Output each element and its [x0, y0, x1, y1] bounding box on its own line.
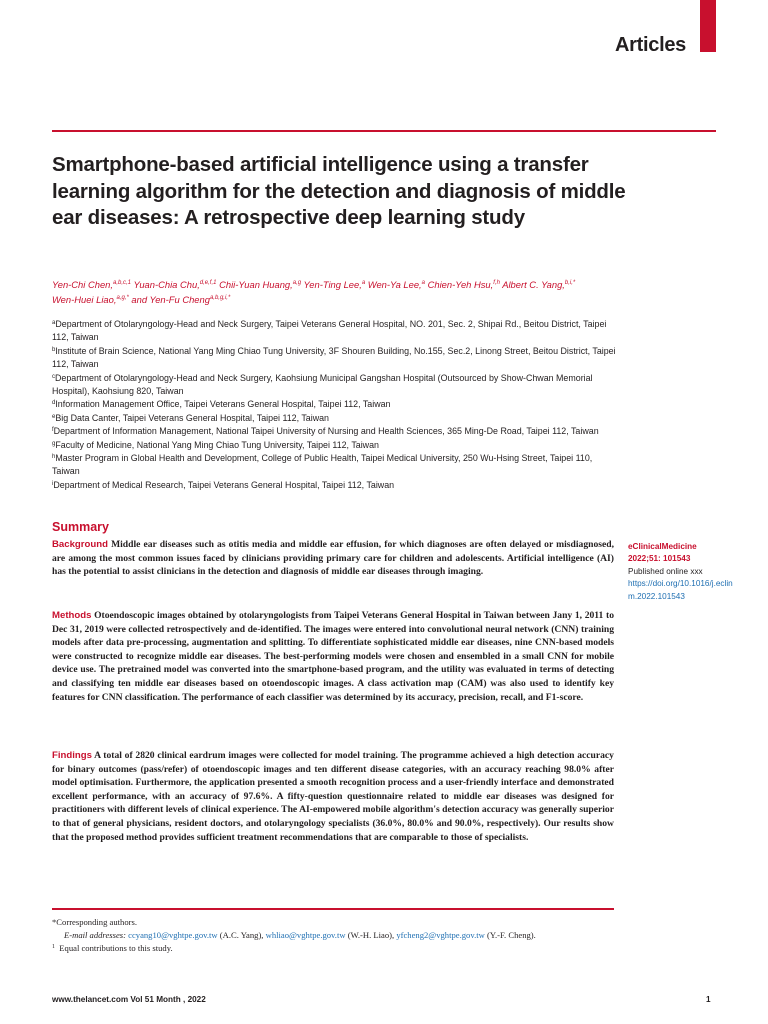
author-affil: a,b,g,i,*: [209, 295, 231, 301]
equal-marker: 1: [52, 944, 55, 950]
journal-footer: www.thelancet.com Vol 51 Month , 2022: [52, 995, 206, 1004]
author[interactable]: Wen-Ya Lee,: [367, 279, 422, 290]
affiliation-item: [52, 318, 620, 345]
email-link-yang[interactable]: ccyang10@vghtpe.gov.tw: [128, 930, 218, 940]
summary-heading: Summary: [52, 520, 109, 534]
footnotes: [52, 916, 652, 955]
author-affil: f,h: [493, 280, 500, 286]
methods-paragraph: [52, 609, 614, 704]
author-list: [52, 277, 642, 307]
author[interactable]: Chien-Yeh Hsu,: [427, 279, 494, 290]
author-affil: a,b,c,1: [112, 280, 131, 286]
affiliation-text: Department of Medical Research, Taipei Veterans General Hospital, Taipei 112, Taiwan: [53, 479, 395, 490]
email-owner: (A.C. Yang),: [219, 930, 264, 940]
affiliation-item: [52, 439, 620, 452]
background-text: Middle ear diseases such as otitis media and middle ear effusion, for which diagnoses are often delayed or misdiagnosed, are among the most common issues faced by clinicians providing primary care for children and adolescents. Artificial intelligence (AI) has the potential to assist clinicians in the detection and diagnosis of middle ear diseases through imaging.: [52, 539, 614, 578]
affiliation-marker: e: [52, 413, 56, 420]
affiliation-text: Institute of Brain Science, National Yang Ming Chiao Tung University, 3F Shouren Building, No.155, Sec.2, Linong Street, Beitou District, Taipei 112, Taiwan: [52, 345, 616, 370]
email-owner: (Y.-F. Cheng).: [487, 930, 536, 940]
author[interactable]: Albert C. Yang,: [502, 279, 565, 290]
author-affil: a: [361, 280, 366, 286]
affiliation-text: Information Management Office, Taipei Veterans General Hospital, Taipei 112, Taiwan: [55, 399, 391, 410]
article-title: Smartphone-based artificial intelligence using a transfer learning algorithm for the detection and diagnosis of middle ear diseases: A retrospective deep learning study: [52, 153, 626, 229]
email-label: E-mail addresses:: [64, 930, 126, 940]
journal-volume: 2022;51: 101543: [628, 554, 691, 564]
affiliation-text: Department of Otolaryngology-Head and Neck Surgery, Taipei Veterans General Hospital, NO. 201, Sec. 2, Shipai Rd., Beitou District, Taipei 112, Taiwan: [52, 319, 607, 343]
corresponding-note: *Corresponding authors.: [52, 917, 137, 927]
affiliation-text: Department of Otolaryngology-Head and Neck Surgery, Kaohsiung Municipal Gangshan Hospital (Outsourced by Show-Chwan Memorial Hospital), Kaohsiung 820, Taiwan: [52, 372, 593, 397]
email-link-cheng[interactable]: yfcheng2@vghtpe.gov.tw: [396, 930, 485, 940]
email-line: [52, 929, 652, 942]
author-affil: a,g,*: [116, 295, 129, 301]
author[interactable]: and Yen-Fu Cheng: [131, 294, 210, 305]
findings-text: A total of 2820 clinical eardrum images were collected for model training. The programme achieved a high detection accuracy for binary outcomes (pass/refer) of otoendoscopic images and ten different disease categories, with an accuracy reaching 98.0% after model optimisation. Furthermore, the application presented a smooth recognition process and a user-friendly interface and demonstrated excellent performance, with an accuracy of 97.6%. A fifty-question questionnaire related to middle ear diseases was designed for practitioners with different levels of clinical experience. The AI-empowered mobile algorithm's detection accuracy was generally superior to that of general physicians, resident doctors, and otolaryngology specialists (36.0%, 80.0% and 90.0%, respectively). Our results show that the proposed method provides sufficient treatment recommendations that are comparable to those of specialists.: [52, 750, 614, 843]
doi-link[interactable]: https://doi.org/10.1016/j.eclinm.2022.101543: [628, 579, 733, 601]
author-affil: a: [421, 280, 425, 286]
author[interactable]: Chii-Yuan Huang,: [219, 279, 293, 290]
page-number: 1: [706, 995, 711, 1004]
affiliation-item: [52, 425, 620, 438]
affiliation-marker: h: [52, 454, 56, 461]
affiliation-marker: d: [52, 400, 56, 407]
author-affil: a,g: [292, 280, 302, 286]
affiliation-text: Big Data Canter, Taipei Veterans General Hospital, Taipei 112, Taiwan: [55, 412, 329, 423]
journal-name: eClinicalMedicine: [628, 542, 697, 551]
affiliation-text: Department of Information Management, National Taipei University of Nursing and Health Sciences, 365 Ming-De Road, Taipei 112, Taiwan: [53, 426, 599, 437]
affiliation-marker: a: [52, 320, 56, 326]
affiliation-item: [52, 398, 620, 411]
methods-label: Methods: [52, 610, 92, 621]
affiliation-marker: c: [52, 373, 55, 380]
top-divider: [52, 130, 716, 132]
affiliation-marker: g: [52, 440, 56, 447]
published-date: Published online xxx: [628, 566, 703, 576]
author-affil: b,i,*: [564, 280, 576, 286]
equal-text: Equal contributions to this study.: [59, 943, 173, 953]
methods-text: Otoendoscopic images obtained by otolaryngologists from Taipei Veterans General Hospital in Taiwan between Jany 1, 2011 to Dec 31, 2019 were collected retrospectively and de-identified. The images were entered into convolutional neural network (CNN) training models after data pre-processing, augmentation and splitting. To differentiate sophisticated middle ear diseases, nine CNN-based models were constructed to recognize middle ear diseases. The best-performing models were chosen and ensembled in a small CNN for mobile device use. The pretrained model was converted into the smartphone-based program, and the utility was evaluated in terms of detecting and classifying ten middle ear diseases based on otoendoscopic images. A class activation map (CAM) was also used to identify key features for CNN classification. The performance of each classifier was determined by its accuracy, precision, recall, and F1-score.: [52, 610, 614, 703]
findings-paragraph: [52, 749, 614, 844]
affiliation-item: [52, 345, 620, 372]
author[interactable]: Wen-Huei Liao,: [52, 294, 117, 305]
affiliation-item: [52, 452, 620, 479]
affiliation-item: [52, 479, 620, 492]
affiliation-list: [52, 318, 620, 492]
footnote-divider: [52, 908, 614, 910]
affiliation-item: [52, 412, 620, 425]
affiliation-marker: f: [52, 427, 54, 434]
email-link-liao[interactable]: whliao@vghtpe.gov.tw: [265, 930, 346, 940]
affiliation-text: Faculty of Medicine, National Yang Ming Chiao Tung University, Taipei 112, Taiwan: [55, 439, 379, 450]
author[interactable]: Yen-Ting Lee,: [303, 279, 362, 290]
author-affil: d,e,f,1: [199, 280, 217, 286]
findings-label: Findings: [52, 750, 92, 761]
section-label: Articles: [615, 34, 686, 56]
affiliation-marker: i: [52, 480, 54, 487]
affiliation-item: [52, 372, 620, 399]
section-tab-marker: [700, 0, 716, 52]
affiliation-marker: b: [52, 346, 56, 353]
equal-contribution-note: [52, 942, 652, 955]
affiliation-text: Master Program in Global Health and Development, College of Public Health, Taipei Medical University, 250 Wu-Hsing Street, Taipei 110, Taiwan: [52, 453, 593, 477]
background-paragraph: [52, 538, 614, 579]
author[interactable]: Yen-Chi Chen,: [52, 279, 113, 290]
email-owner: (W.-H. Liao),: [347, 930, 395, 940]
background-label: Background: [52, 539, 108, 550]
author[interactable]: Yuan-Chia Chu,: [133, 279, 200, 290]
journal-sidebar: [628, 541, 740, 603]
